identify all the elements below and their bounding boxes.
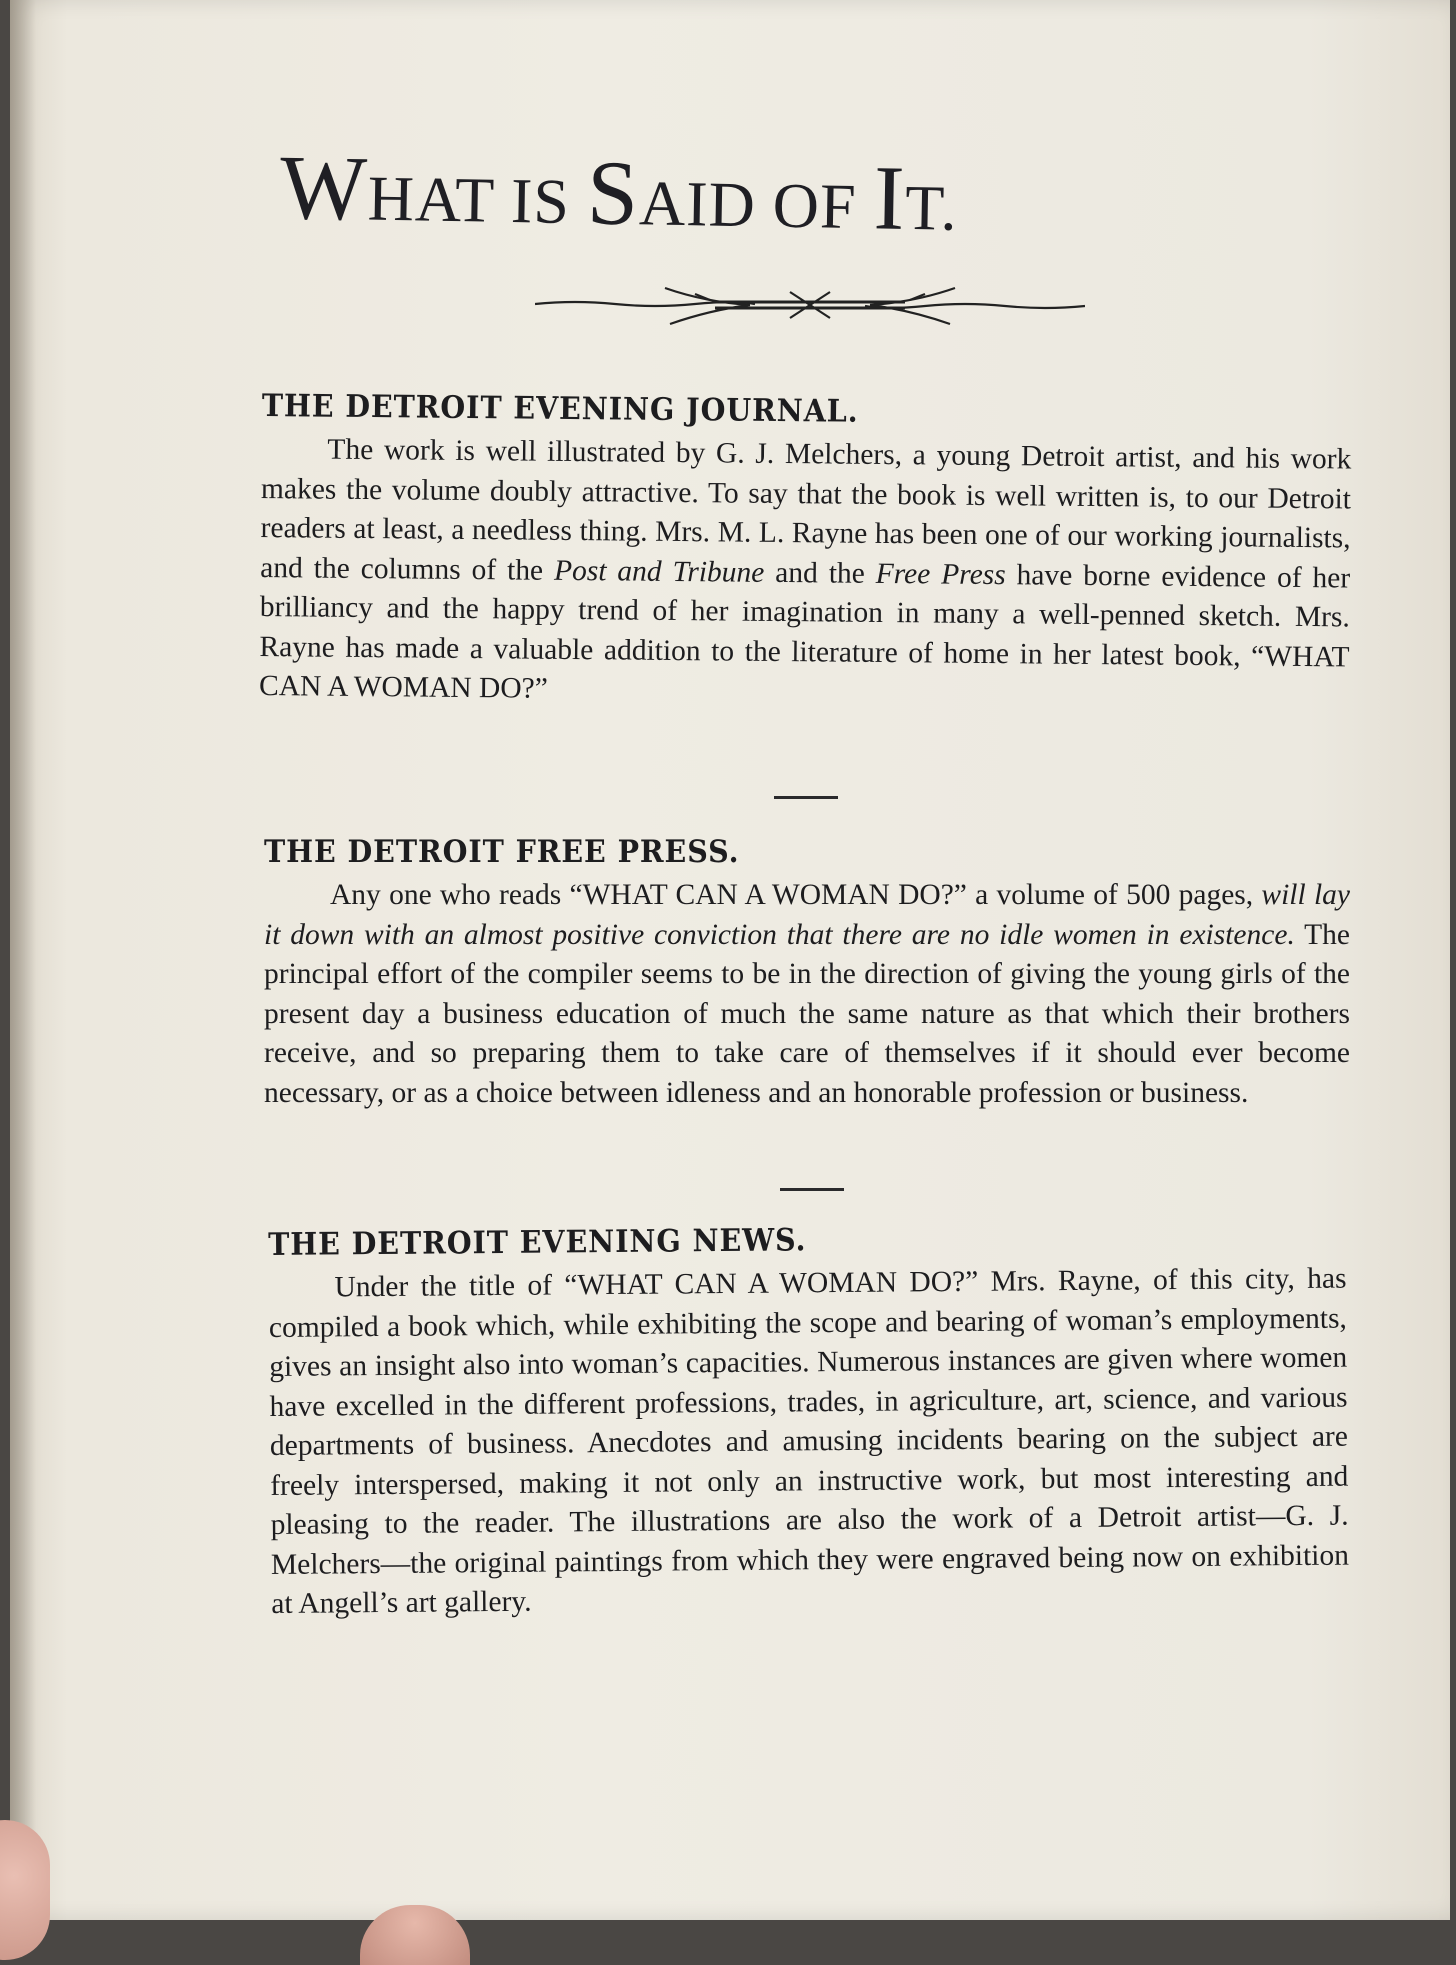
title-part-6: T.: [904, 171, 959, 244]
spine-shadow: [10, 0, 36, 1920]
title-part-1: W: [279, 136, 369, 240]
book-page: [10, 0, 1450, 1920]
title-part-5: I: [872, 146, 907, 249]
review-detroit-evening-news: [268, 1216, 1349, 1625]
title-part-4: AID OF: [638, 167, 875, 243]
title-part-2: HAT IS: [367, 162, 588, 238]
section-divider: [780, 1188, 844, 1191]
body-text-italic: will lay it down with an almost positive conviction that there are no idle women in existence.: [264, 879, 1350, 951]
review-detroit-evening-journal: [259, 386, 1352, 717]
review-heading: THE DETROIT FREE PRESS.: [264, 834, 740, 870]
body-text-italic: Free Press: [875, 557, 1006, 591]
body-text: and the: [764, 556, 876, 590]
review-heading: THE DETROIT EVENING NEWS.: [268, 1222, 807, 1263]
thumb-fingertip: [0, 1820, 50, 1960]
review-detroit-free-press: [264, 832, 1350, 1113]
body-text: The principal effort of the compiler seems to be in the direction of giving the young girls of the present day a business education of much the same nature as that which their brothers receive, and so preparing them to take care of themselves if it should ever become necessary, or as a choice between idleness and an honorable profession or business.: [264, 918, 1350, 1109]
body-text-italic: Post and Tribune: [553, 554, 765, 589]
ornament-divider: [535, 280, 1085, 332]
body-text: Any one who reads “WHAT CAN A WOMAN DO?” a volume of 500 pages,: [330, 879, 1262, 911]
section-divider: [774, 796, 838, 799]
title-part-3: S: [586, 141, 641, 245]
page-title: [279, 132, 1281, 269]
review-body: [264, 876, 1350, 1113]
body-text: have borne evidence of her brilliancy and the happy trend of her imagination in many a well-penned sketch. Mrs. Rayne has made a valuable addition to the literature of home in her latest book, “WHAT CAN A WOMAN DO?”: [258, 558, 1351, 705]
review-heading: THE DETROIT EVENING JOURNAL.: [261, 387, 859, 430]
body-text: Under the title of “WHAT CAN A WOMAN DO?” Mrs. Rayne, of this city, has compiled a book which, while exhibiting the scope and bearing of woman’s employments, gives an insight also into woman’s capacities. Numerous instances are given where women have excelled in the different professions, trades, in agriculture, art, science, and various departments of business. Anecdotes and amusing incidents bearing on the subject are freely interspersed, making it not only an instructive work, but most interesting and pleasing to the reader. The illustrations are also the work of a Detroit artist—G. J. Melchers—the original paintings from which they were engraved being now on exhibition at Angell’s art gallery.: [268, 1262, 1350, 1620]
body-text: The work is well illustrated by G. J. Melchers, a young Detroit artist, and his work makes the volume doubly attractive. To say that the book is well written is, to our Detroit readers at least, a needless thing. Mrs. M. L. Rayne has been one of our working journalists, and the columns of the: [260, 433, 1352, 587]
review-body: [259, 430, 1352, 717]
review-body: [268, 1260, 1349, 1625]
